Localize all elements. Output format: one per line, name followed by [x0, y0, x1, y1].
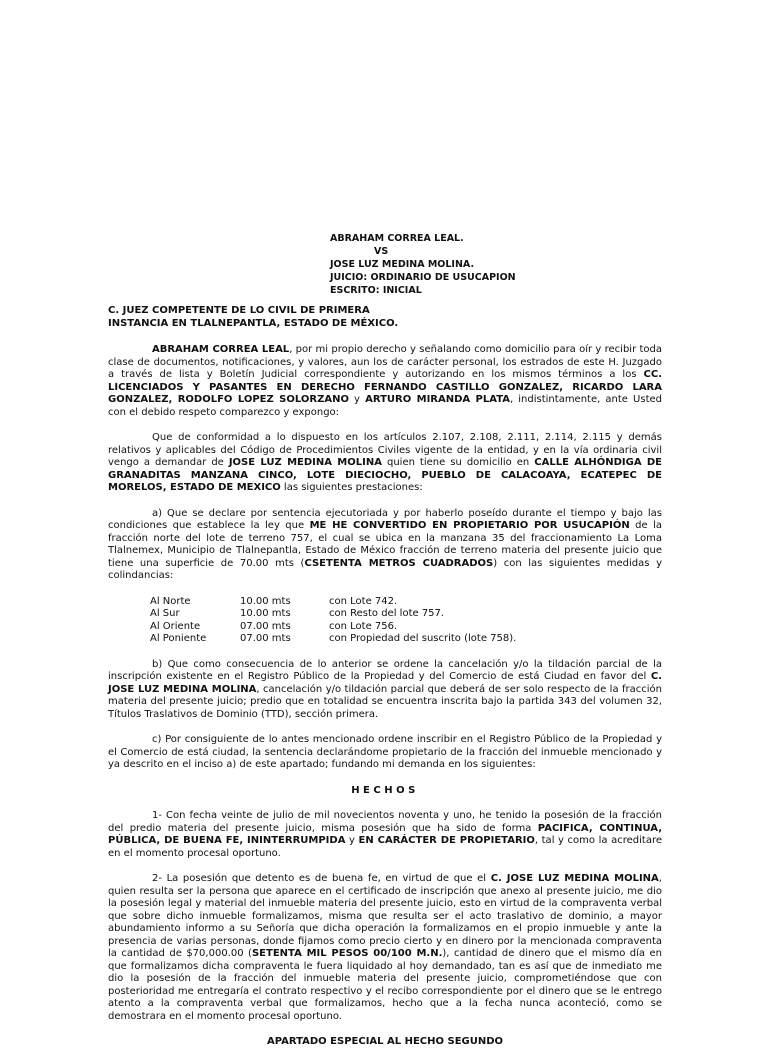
boundary-measure: 07.00 mts: [240, 633, 291, 644]
boundaries-table: [150, 596, 516, 646]
prestacion-b: [108, 659, 662, 722]
text-span: , cancelación y/o tildación parcial que deberá de ser solo respecto de la fracción materia del presente juicio; predio que en totalidad se encuentra inscrita bajo la partida 343 del volumen 32, Títulos Traslativos de Dominio (TTD), sección primera.: [108, 683, 663, 720]
boundary-neighbor: con Propiedad del suscrito (lote 758).: [329, 633, 517, 644]
text-span: b) Que como consecuencia de lo anterior se ordene la cancelación y/o la tildación parcial de la inscripción existente en el Registro Público de la Propiedad y del Comercio de está Ciudad en favor del: [108, 658, 662, 682]
addressee-line-2: INSTANCIA EN TLALNEPANTLA, ESTADO DE MÉXICO.: [108, 317, 399, 329]
prestacion-c: c) Por consiguiente de lo antes mencionado ordene inscribir en el Registro Público de la Propiedad y el Comercio de está ciudad, la sentencia declarándome propietario de la fracción del inmueble mencionado y ya descrito en el inciso a) de este apartado; fundando mi demanda en los siguientes:: [108, 734, 662, 770]
text-span: quien tiene su domicilio en: [381, 457, 535, 468]
versus-label: VS: [374, 246, 389, 257]
addressee-line-1: C. JUEZ COMPETENTE DE LO CIVIL DE PRIMERA: [108, 305, 370, 316]
authorized-lawyer-4: ARTURO MIRANDA PLATA: [365, 394, 510, 405]
text-span: a) Que se declare por sentencia ejecutoriada y por haberlo poseído durante el tiempo y bajo las condiciones que establece la ley que: [108, 507, 662, 531]
boundary-direction: Al Norte: [150, 595, 191, 607]
boundary-measure: 10.00 mts: [240, 608, 291, 619]
special-section-heading: APARTADO ESPECIAL AL HECHO SEGUNDO: [266, 1036, 504, 1047]
boundary-measure: 10.00 mts: [240, 595, 291, 607]
boundary-row: [150, 621, 516, 634]
text-span: y: [348, 394, 366, 405]
case-caption: [330, 232, 516, 297]
surface-area: CSETENTA METROS CUADRADOS: [304, 557, 494, 569]
boundary-neighbor: con Resto del lote 757.: [329, 608, 445, 619]
boundary-direction: Al Sur: [150, 608, 180, 619]
claim-paragraph: [108, 432, 662, 495]
price-in-words: SETENTA MIL PESOS 00/100 M.N.: [251, 948, 443, 959]
registry-owner: C. JOSE LUZ MEDINA MOLINA: [108, 671, 662, 695]
owner-character: EN CARÁCTER DE PROPIETARIO: [358, 835, 535, 846]
seller-name: C. JOSE LUZ MEDINA MOLINA: [490, 873, 659, 884]
text-span: , quien resulta ser la persona que aparece en el certificado de inscripción que anexo al presente juicio, me dio la posesión legal y material del inmueble materia del presente juicio, esto en virtud de la compraventa verbal que sobre dicho inmueble formalizamos, misma que resulta ser el acto traslativo de dominio, a mayor abundamiento informo a su Señoría que dicha operación la formalizamos en el propio inmueble y ante la presencia de varias personas, donde fijamos como precio cierto y en dinero por la mencionada compraventa la cantidad de $70,000.00 (: [108, 873, 662, 959]
boundary-measure: 07.00 mts: [240, 620, 291, 632]
text-span: 2- La posesión que detento es de buena fe, en virtud de que el: [152, 873, 491, 884]
filing-type: ESCRITO: INICIAL: [330, 285, 422, 296]
addressee: [108, 305, 662, 330]
defendant-name: JOSE LUZ MEDINA MOLINA.: [330, 259, 475, 270]
document-body: [108, 305, 662, 1049]
boundary-neighbor: con Lote 742.: [329, 595, 398, 607]
usucapion-claim: ME HE CONVERTIDO EN PROPIETARIO POR USUCAPIÓN: [309, 520, 630, 531]
text-span: de la fracción norte del lote de terreno 757, el cual se ubica en la manzana 35 del fraccionamiento La Loma Tlalnemex, Municipio de Tlalnepantla, Estado de México fracción de terreno materia del presente juicio que tiene una superficie de 70.00 mts (: [108, 520, 662, 569]
hecho-1: [108, 810, 662, 860]
plaintiff-bold: ABRAHAM CORREA LEAL: [152, 344, 290, 355]
hechos-heading: HECHOS: [351, 784, 419, 796]
text-span: 1- Con fecha veinte de julio de mil novecientos noventa y uno, he tenido la posesión de la fracción del predio materia del presente juicio, misma posesión que ha sido de forma: [108, 810, 662, 834]
authorized-lawyers: CC. LICENCIADOS Y PASANTES EN DERECHO FERNANDO CASTILLO GONZALEZ, RICARDO LARA GONZALEZ, RODOLFO LOPEZ SOLORZANO: [108, 369, 662, 405]
text-span: y: [345, 835, 359, 846]
defendant-address: CALLE ALHÓNDIGA DE GRANADITAS MANZANA CINCO, LOTE DIECIOCHO, PUEBLO DE CALACOAYA, ECATEPEC DE MORELOS, ESTADO DE MEXICO: [108, 457, 663, 493]
boundary-neighbor: con Lote 756.: [329, 620, 398, 632]
plaintiff-name: ABRAHAM CORREA LEAL.: [330, 233, 464, 244]
text-span: las siguientes prestaciones:: [280, 482, 423, 493]
text-span: , tal y como la acreditare en el momento procesal oportuno.: [108, 835, 662, 859]
boundary-direction: Al Poniente: [150, 633, 207, 644]
text-span: , indistintamente, ante Usted con el debido respeto comparezco y expongo:: [108, 394, 662, 418]
text-span: ) con las siguientes medidas y colindancias:: [108, 557, 663, 581]
boundary-row: [150, 608, 516, 621]
text-span: Que de conformidad a lo dispuesto en los artículos 2.107, 2.108, 2.111, 2.114, 2.115 y demás relativos y aplicables del Código de Procedimientos Civiles vigente de la entidad, y en la vía ordinaria civil vengo a demandar de: [108, 432, 662, 468]
text-span: , por mi propio derecho y señalando como domicilio para oír y recibir toda clase de documentos, notificaciones, y valores, aun los de carácter personal, los estrados de este H. Juzgado a través de lista y Boletín Judicial correspondiente y autorizando en los mismos términos a los: [108, 344, 662, 380]
case-type: JUICIO: ORDINARIO DE USUCAPION: [330, 272, 516, 283]
text-span: ), cantidad de dinero que el mismo día en que formalizamos dicha compraventa le fuera liquidado al hoy demandado, tan es así que de inmediato me dio la posesión de la fracción del inmueble materia del presente juicio, comprometiéndose que con posterioridad me entregaría el contrato respectivo y el recibo correspondiente por el dinero que se le entrego atento a la compraventa verbal que formalizamos, hecho que a la fecha nunca aconteció, como se demostrara en el momento procesal oportuno.: [108, 948, 663, 1022]
boundary-direction: Al Oriente: [150, 620, 201, 632]
boundary-row: [150, 633, 516, 646]
hecho-2: [108, 873, 662, 1023]
appearance-paragraph: [108, 344, 662, 419]
defendant-bold: JOSE LUZ MEDINA MOLINA: [228, 457, 382, 468]
boundary-row: [150, 596, 516, 609]
possession-qualities: PACIFICA, CONTINUA, PÚBLICA, DE BUENA FE, ININTERRUMPIDA: [108, 822, 662, 846]
prestacion-a: [108, 508, 662, 583]
